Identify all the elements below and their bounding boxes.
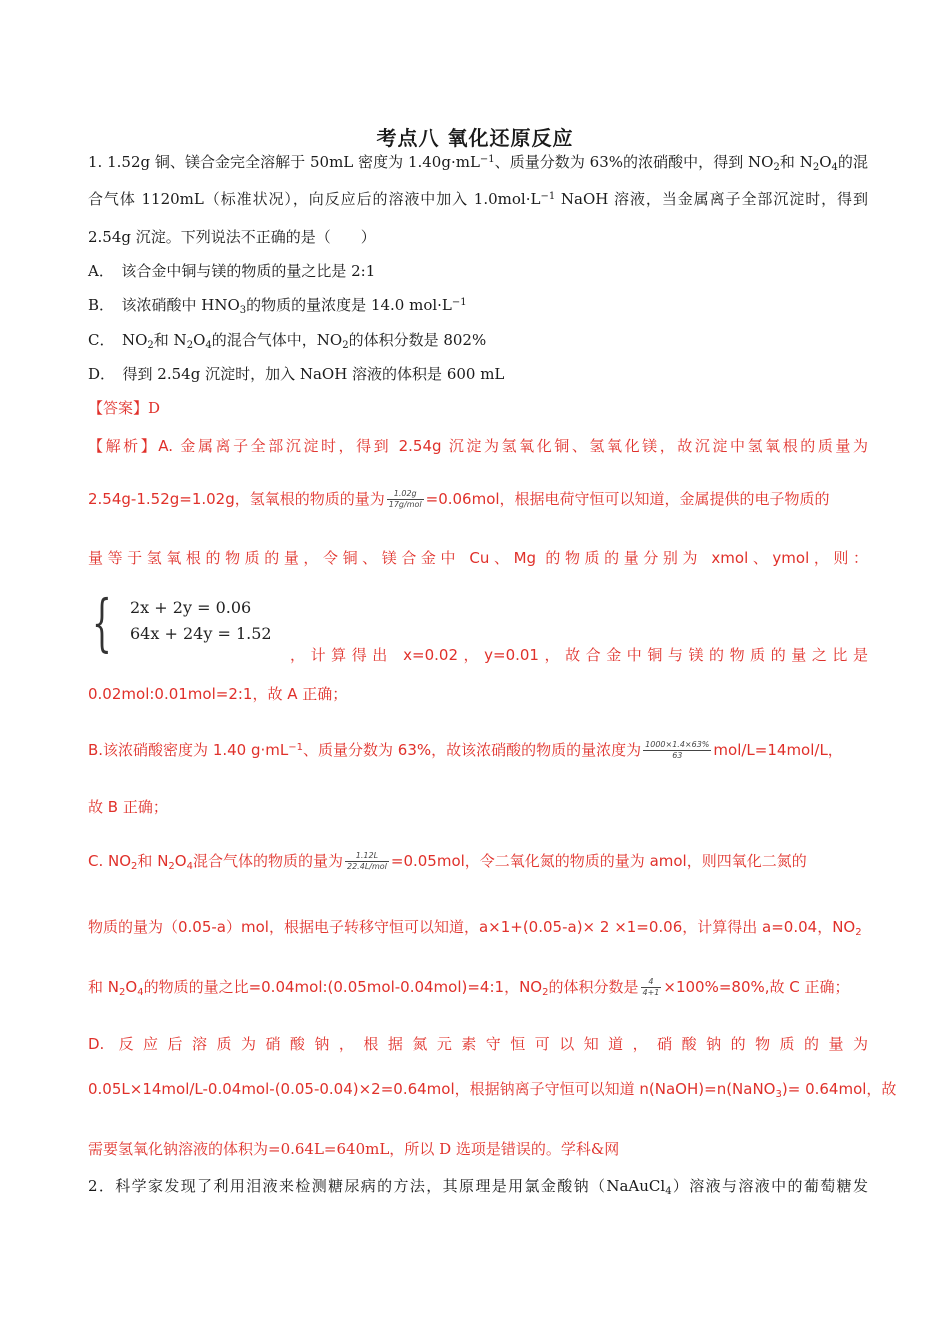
- analysis-a-line-4: ，计算得出 x=0.02，y=0.01，故合金中铜与镁的物质的量之比是: [290, 646, 868, 664]
- analysis-c-line-2: 物质的量为（0.05-a）mol，根据电子转移守恒可以知道，a×1+(0.05-a)× 2 ×1=0.06，计算得出 a=0.04，$NO_2$: [88, 918, 862, 938]
- fraction-volume: $\frac{4}{4+1}$: [642, 977, 660, 997]
- analysis-c-line-3: 和 $N_2O_4$的物质的量之比=0.04mol:(0.05mol-0.04mol)=4:1，$NO_2$的体积分数是 $\frac{4}{4+1}$ ×100%=80%,故 C 正确；: [88, 977, 850, 998]
- equation-1: 2x + 2y = 0.06: [130, 598, 252, 617]
- analysis-a-line-3: 量等于氢氧根的物质的量，令铜、镁合金中 Cu、Mg 的物质的量分别为 xmol、ymol，则：: [88, 549, 868, 567]
- analysis-b-line-1: B.该浓硝酸密度为 1.40 $g\cdot mL^{-1}$、质量分数为 63%，故该浓硝酸的物质的量浓度为 $\frac{1000\times 1.4\times 63\%}{63}$ mol/L=14mol/L，: [88, 740, 843, 760]
- brace-icon: {: [92, 586, 112, 659]
- question-2-line-1: 2．科学家发现了利用泪液来检测糖尿病的方法，其原理是用氯金酸钠（NaAuCl$_4$）溶液与溶液中的葡萄糖发: [88, 1177, 868, 1197]
- question-1-line-2: 合气体 1120mL（标准状况），向反应后的溶液中加入 $1.0mol\cdot L^{-1}$ NaOH 溶液，当金属离子全部沉淀时，得到: [88, 190, 868, 208]
- analysis-d-line-1: D. 反应后溶质为硝酸钠，根据氮元素守恒可以知道，硝酸钠的物质的量为: [88, 1035, 868, 1053]
- option-c: C． $NO_2$和 $N_2O_4$的混合气体中，$NO_2$的体积分数是 802%: [88, 331, 487, 351]
- fraction-oh-moles: $\frac{1.02g}{\text{17g/mol}}$: [388, 489, 422, 509]
- analysis-a-line-5: 0.02mol:0.01mol=2:1，故 A 正确；: [88, 685, 348, 703]
- fraction-gas-moles: $\frac{1.12L}{\text{22.4L/mol}}$: [347, 851, 387, 871]
- equation-system: [92, 586, 292, 659]
- analysis-d-line-3: 需要氢氧化钠溶液的体积为=0.64L=640mL，所以 D 选项是错误的。学科&网: [88, 1140, 620, 1158]
- equation-2: 64x + 24y = 1.52: [130, 624, 272, 643]
- analysis-c-line-1: C. $NO_2$和 $N_2O_4$混合气体的物质的量为 $\frac{1.12L}{\text{22.4L/mol}}$ =0.05mol，令二氧化氮的物质的量为 amol，则四氧化二氮的: [88, 851, 807, 872]
- analysis-b-line-2: 故 B 正确；: [88, 798, 168, 816]
- question-1-line-1: 1. 1.52g 铜、镁合金完全溶解于 50mL 密度为 $1.40g\cdot mL^{-1}$、质量分数为 63%的浓硝酸中，得到 $NO_2$和 $N_2O_4$的混: [88, 153, 868, 173]
- analysis-a-line-1: 【解析】A. 金属离子全部沉淀时，得到 2.54g 沉淀为氢氧化铜、氢氧化镁，故沉淀中氢氧根的质量为: [88, 437, 868, 455]
- page-title: 考点八 氧化还原反应: [376, 126, 574, 150]
- option-b: B． 该浓硝酸中 $HNO_3$的物质的量浓度是 14.0 $mol\cdot L^{-1}$: [88, 296, 467, 316]
- analysis-a-line-2: 2.54g-1.52g=1.02g，氢氧根的物质的量为 $\frac{1.02g}{\text{17g/mol}}$ =0.06mol，根据电荷守恒可以知道，金属提供的电子物质的: [88, 489, 830, 509]
- option-d: D． 得到 2.54g 沉淀时，加入 NaOH 溶液的体积是 600 mL: [88, 365, 505, 383]
- analysis-d-line-2: 0.05L×14mol/L-0.04mol-(0.05-0.04)×2=0.64mol，根据钠离子守恒可以知道 n(NaOH)=n(NaNO$_3$)= 0.64mol，故: [88, 1080, 897, 1100]
- answer-label: 【答案】D: [88, 399, 161, 417]
- question-1-line-3: 2.54g 沉淀。下列说法不正确的是（ ）: [88, 228, 376, 246]
- option-a: A． 该合金中铜与镁的物质的量之比是 2:1: [88, 262, 376, 280]
- fraction-concentration: $\frac{1000\times 1.4\times 63\%}{63}$: [645, 740, 710, 760]
